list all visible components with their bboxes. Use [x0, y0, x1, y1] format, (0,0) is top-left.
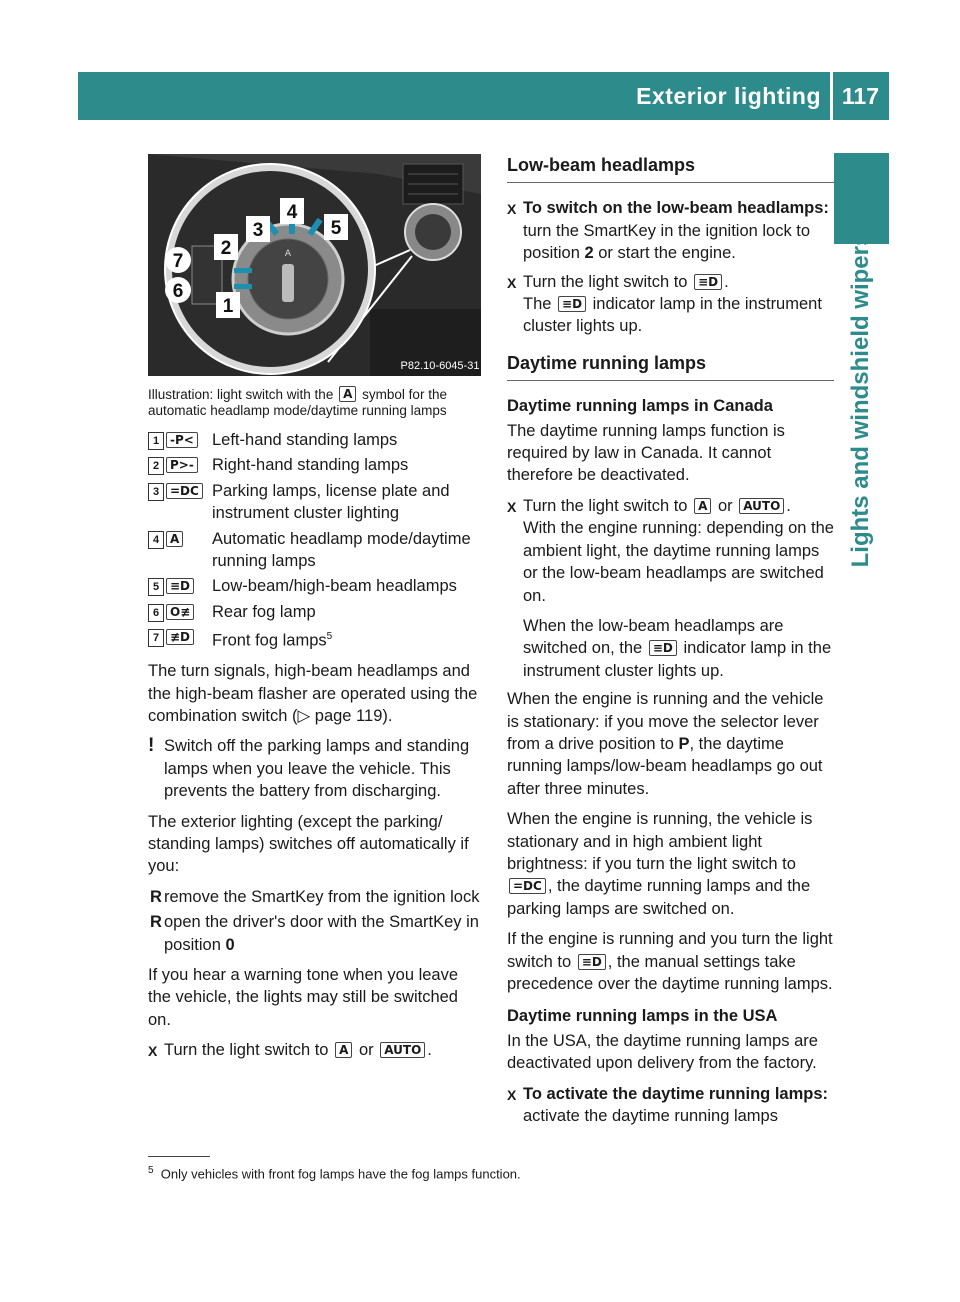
paragraph: The daytime running lamps function is required by law in Canada. It cannot therefore be deactivated.: [507, 421, 785, 485]
parking-lamp-icon: =DC: [509, 878, 546, 894]
auto-headlamp-symbol-icon: A: [339, 386, 356, 402]
section-heading: Low-beam headlamps: [507, 154, 834, 183]
front-fog-lamp-icon: ≢D: [166, 629, 194, 645]
action-arrow-icon: X: [507, 274, 517, 291]
footnote-ref: 5: [326, 631, 333, 643]
callout-5: 5: [330, 218, 342, 239]
section-heading: Daytime running lamps: [507, 352, 834, 381]
item-number: 6: [148, 604, 164, 622]
action-step: X Turn the light switch to A or AUTO .: [148, 1039, 481, 1062]
bullet-icon: R: [150, 887, 162, 906]
auto-mode-icon: AUTO: [739, 498, 784, 514]
page-header: [78, 72, 889, 120]
item-number: 3: [148, 483, 164, 501]
callout-7: 7: [172, 251, 184, 272]
legend-item: 7 ≢D Front fog lamps$^5$: [148, 626, 481, 652]
item-number: 5: [148, 578, 164, 596]
low-beam-icon: ≡D: [694, 274, 722, 290]
low-beam-icon: ≡D: [578, 954, 606, 970]
legend-item: 6 O≢ Rear fog lamp: [148, 601, 481, 623]
warning-note: ! Switch off the parking lamps and standing lamps when you leave the vehicle. This prevents the battery from discharging.: [148, 735, 481, 802]
paragraph: If the engine is running and you turn the light switch to ≡D , the manual settings take precedence over the daytime running lamps.: [507, 930, 833, 993]
subsection-heading: Daytime running lamps in Canada: [507, 397, 773, 416]
auto-headlamp-icon: A: [166, 531, 183, 547]
list-item: R remove the SmartKey from the ignition lock: [148, 886, 481, 908]
footnote: $^5$ Only vehicles with front fog lamps have the fog lamps function.: [148, 1165, 521, 1182]
item-number: 2: [148, 457, 164, 475]
callout-1: 1: [222, 296, 234, 317]
light-switch-illustration: [148, 154, 481, 376]
left-standing-lamp-icon: -P<: [166, 432, 198, 448]
auto-headlamp-icon: A: [694, 498, 711, 514]
action-arrow-icon: X: [507, 201, 517, 218]
bullet-icon: R: [150, 913, 162, 932]
figure-caption: Illustration: light switch with the A symbol for the automatic headlamp mode/daytime running lamps: [148, 387, 447, 418]
side-tab: [834, 153, 889, 244]
header-title: Exterior lighting: [636, 83, 821, 109]
auto-headlamp-icon: A: [335, 1042, 352, 1058]
page-ref-arrow-icon: ▷: [297, 706, 311, 725]
paragraph: If you hear a warning tone when you leave the vehicle, the lights may still be switched on.: [148, 966, 459, 1029]
callout-6: 6: [172, 281, 184, 302]
right-column: [507, 150, 834, 1133]
action-step: X Turn the light switch to ≡D . The ≡D indicator lamp in the instrument cluster lights up.: [507, 271, 834, 338]
page-number: 117: [841, 83, 879, 109]
warning-icon: !: [148, 735, 155, 757]
svg-text:A: A: [284, 249, 292, 259]
action-step: X To switch on the low-beam headlamps: turn the SmartKey in the ignition lock to position 2 or start the engine.: [507, 197, 834, 264]
action-arrow-icon: X: [507, 498, 517, 515]
item-number: 7: [148, 629, 164, 647]
low-beam-icon: ≡D: [166, 578, 194, 594]
legend-item: 4 A Automatic headlamp mode/daytime running lamps: [148, 528, 481, 573]
action-arrow-icon: X: [507, 1086, 517, 1103]
paragraph: When the engine is running, the vehicle is stationary and in high ambient light brightness: if you turn the light switch to =DC , the daytime running lamps and the parking lamps are switched on.: [507, 810, 813, 918]
legend-list: [148, 429, 481, 652]
item-number: 1: [148, 432, 164, 450]
callout-3: 3: [252, 220, 264, 241]
illustration-code: P82.10-6045-31: [400, 360, 480, 372]
paragraph: The exterior lighting (except the parking/ standing lamps) switches off automatically if you:: [148, 812, 469, 876]
action-arrow-icon: X: [148, 1043, 158, 1060]
legend-item: 2 P>- Right-hand standing lamps: [148, 454, 481, 476]
paragraph: In the USA, the daytime running lamps are deactivated upon delivery from the factory.: [507, 1031, 818, 1073]
action-step: X To activate the daytime running lamps: activate the daytime running lamps: [507, 1083, 834, 1128]
subsection-heading: Daytime running lamps in the USA: [507, 1007, 778, 1026]
rear-fog-lamp-icon: O≢: [166, 604, 194, 620]
action-step: X Turn the light switch to A or AUTO . With the engine running: depending on the ambient light, the daytime running lamps or the low-beam headlamps are switched on. When the low-beam headlamps are switched on, the ≡D indicator lamp in the instrument cluster lights up.: [507, 495, 834, 682]
legend-item: 5 ≡D Low-beam/high-beam headlamps: [148, 575, 481, 597]
section-side-label: Lights and windshield wipers: [847, 232, 874, 568]
low-beam-icon: ≡D: [649, 640, 677, 656]
legend-item: 1 -P< Left-hand standing lamps: [148, 429, 481, 451]
left-column: [148, 154, 481, 1069]
paragraph: When the engine is running and the vehicle is stationary: if you move the selector lever from a drive position to P, the daytime running lamps/low-beam headlamps go out after three minutes.: [507, 690, 824, 798]
paragraph: The turn signals, high-beam headlamps and the high-beam flasher are operated using the combination switch (▷ page 119).: [148, 662, 478, 725]
parking-lamp-icon: =DC: [166, 483, 203, 499]
item-number: 4: [148, 531, 164, 549]
auto-mode-icon: AUTO: [380, 1042, 425, 1058]
header-divider: [830, 72, 833, 120]
footnote-divider: [148, 1156, 210, 1157]
right-standing-lamp-icon: P>-: [166, 457, 198, 473]
callout-2: 2: [220, 238, 232, 259]
low-beam-icon: ≡D: [558, 296, 586, 312]
callout-4: 4: [286, 202, 298, 223]
list-item: R open the driver's door with the SmartKey in position 0: [148, 911, 481, 956]
legend-item: 3 =DC Parking lamps, license plate and instrument cluster lighting: [148, 480, 481, 525]
